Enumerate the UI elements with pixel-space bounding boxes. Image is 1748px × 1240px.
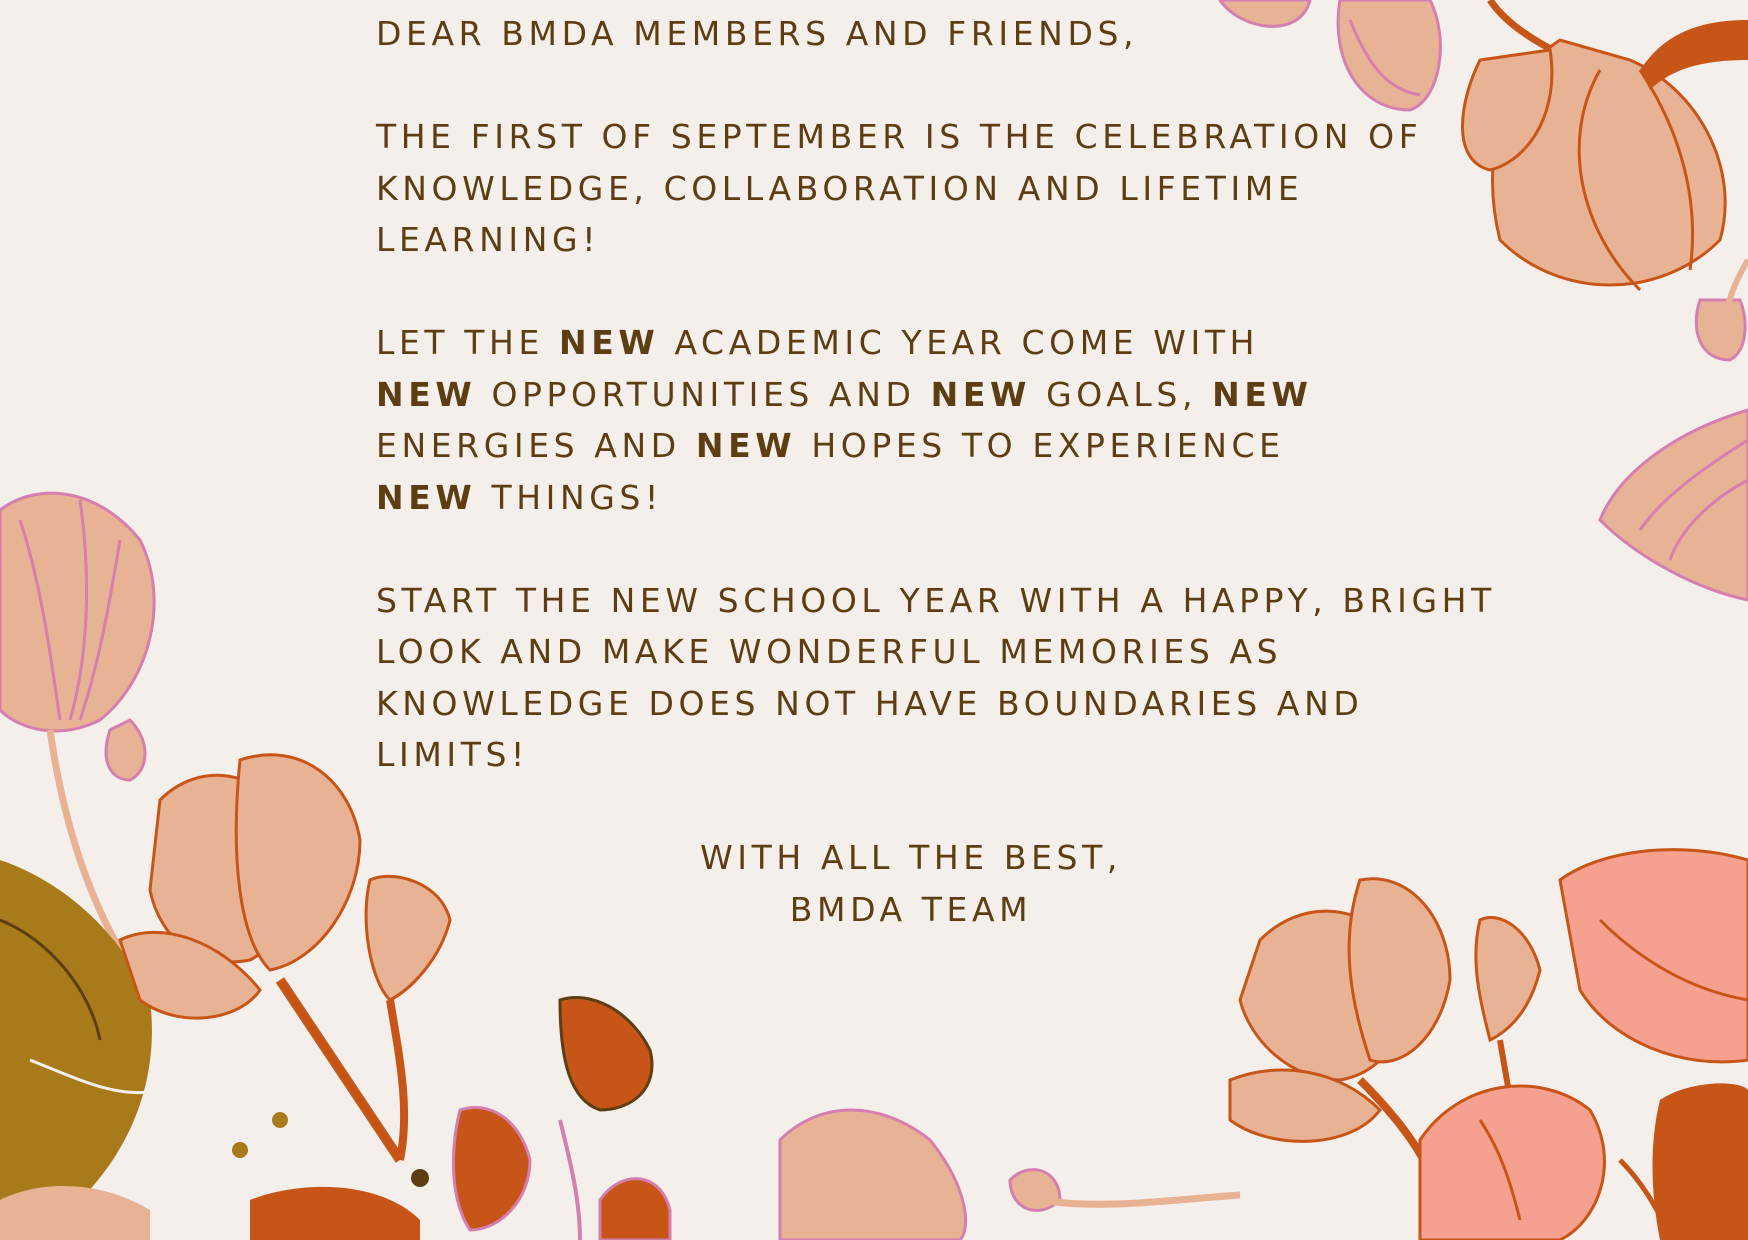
emphasis-new: NEW xyxy=(376,477,477,517)
greeting: DEAR BMDA MEMBERS AND FRIENDS, xyxy=(376,14,1139,53)
closing xyxy=(376,832,1446,935)
emphasis-new: NEW xyxy=(376,374,477,414)
emphasis-new: NEW xyxy=(695,426,797,465)
text-run: THINGS! xyxy=(476,477,663,517)
text-run: GOALS, xyxy=(1031,374,1213,414)
emphasis-new: NEW xyxy=(559,323,660,362)
paragraph-new-year xyxy=(376,317,1496,523)
emphasis-new: NEW xyxy=(930,374,1031,414)
text-run: HOPES TO EXPERIENCE xyxy=(796,426,1285,465)
paragraph-school-year: START THE NEW SCHOOL YEAR WITH A HAPPY, BRIGHT LOOK AND MAKE WONDERFUL MEMORIES AS KNOWLEDGE DOES NOT HAVE BOUNDARIES AND LIMITS! xyxy=(376,580,1496,774)
signature: BMDA TEAM xyxy=(789,889,1033,929)
letter-body xyxy=(376,8,1496,935)
text-run: LET THE xyxy=(376,323,559,362)
text-run: OPPORTUNITIES AND xyxy=(476,374,931,414)
text-run: ACADEMIC YEAR COME WITH xyxy=(659,323,1260,362)
left-flowers xyxy=(0,493,160,1240)
text-run: ENERGIES AND xyxy=(376,426,696,465)
emphasis-new: NEW xyxy=(1212,374,1313,414)
closing-salutation: WITH ALL THE BEST, xyxy=(700,838,1122,877)
paragraph-celebration: THE FIRST OF SEPTEMBER IS THE CELEBRATION OF KNOWLEDGE, COLLABORATION AND LIFETIME LEARNING! xyxy=(376,117,1423,259)
